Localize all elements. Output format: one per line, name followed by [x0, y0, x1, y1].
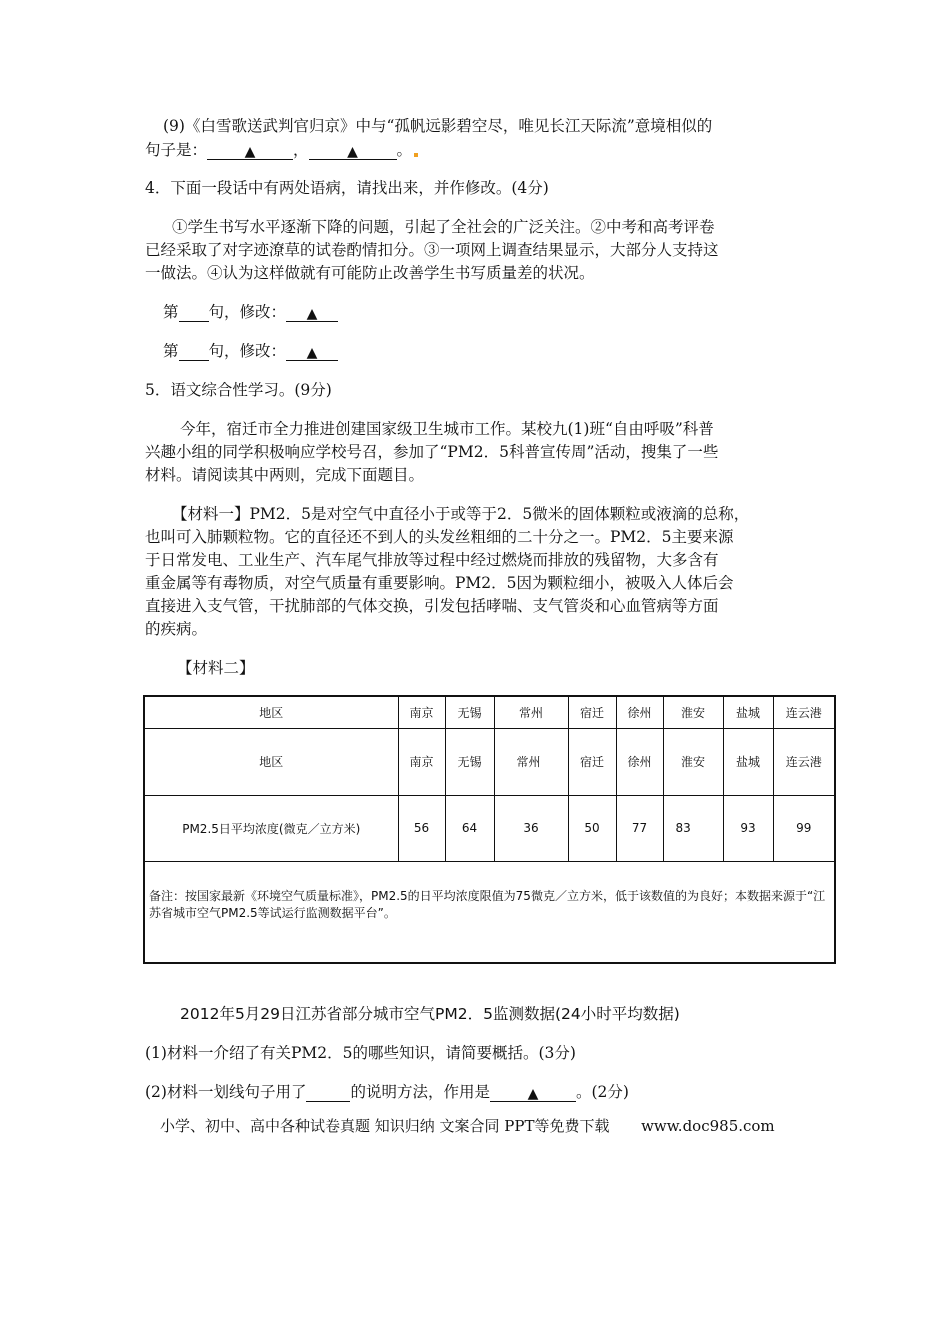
- q5-intro-line: 兴趣小组的同学积极响应学校号召，参加了“PM2．5科普宣传周”活动，搜集了一些: [145, 443, 719, 461]
- orange-dot-icon: [414, 153, 418, 157]
- q4-para-line: 已经采取了对字迹潦草的试卷酌情扣分。③一项网上调查结果显示，大部分人支持这: [145, 241, 719, 259]
- answer-mid: 句，修改：: [208, 303, 287, 321]
- table-cell: 地区: [144, 696, 398, 728]
- q9-prefix: 句子是：: [145, 141, 208, 159]
- table-cell: PM2.5日平均浓度(微克／立方米): [144, 795, 398, 861]
- table-cell: 93: [723, 795, 773, 861]
- q4-answer-1: [163, 302, 338, 322]
- answer-mid: 句，修改：: [208, 342, 287, 360]
- answer-marker-icon: ▲: [347, 144, 358, 160]
- table-cell: 盐城: [723, 696, 773, 728]
- table-header-row: [144, 696, 835, 728]
- table-caption: 2012年5月29日江苏省部分城市空气PM2．5监测数据(24小时平均数据): [180, 1005, 680, 1023]
- table-cell: 宿迁: [568, 696, 616, 728]
- q9-blank-2[interactable]: [309, 141, 397, 160]
- q9-blank-1[interactable]: [207, 141, 293, 160]
- pm25-table: [143, 695, 836, 964]
- q5-sub2: [145, 1082, 629, 1102]
- material2-label: 【材料二】: [177, 659, 255, 677]
- answer-marker-icon: ▲: [306, 306, 318, 322]
- table-cell: 无锡: [445, 696, 494, 728]
- answer-marker-icon: ▲: [306, 345, 318, 361]
- q9-line1: (9)《白雪歌送武判官归京》中与“孤帆远影碧空尽，唯见长江天际流”意境相似的: [163, 117, 713, 135]
- table-cell: 宿迁: [568, 728, 616, 795]
- table-cell: 99: [773, 795, 835, 861]
- sentence-number-blank[interactable]: [179, 342, 209, 361]
- material1-line: 的疾病。: [145, 620, 208, 638]
- q4-answer-2: [163, 341, 338, 361]
- footer-url[interactable]: www.doc985.com: [641, 1117, 775, 1135]
- footer: [160, 1116, 775, 1136]
- material1-line: 【材料一】PM2．5是对空气中直径小于或等于2．5微米的固体颗粒或液滴的总称，: [172, 505, 750, 523]
- table-cell: 连云港: [773, 728, 835, 795]
- table-cell: 盐城: [723, 728, 773, 795]
- table-cell: 64: [445, 795, 494, 861]
- answer-marker-icon: ▲: [527, 1086, 539, 1102]
- answer-marker-icon: ▲: [244, 144, 256, 160]
- method-blank[interactable]: [306, 1083, 350, 1102]
- table-cell: 无锡: [445, 728, 494, 795]
- q5-title: 5．语文综合性学习。(9分): [145, 381, 332, 399]
- table-cell: 南京: [398, 728, 445, 795]
- table-cell: 83: [663, 795, 723, 861]
- revision-blank[interactable]: [286, 303, 338, 322]
- q9-end: 。: [396, 141, 413, 159]
- answer-prefix: 第: [163, 342, 179, 360]
- q4-para-line: 一做法。④认为这样做就有可能防止改善学生书写质量差的状况。: [145, 264, 595, 282]
- q5-intro-line: 今年，宿迁市全力推进创建国家级卫生城市工作。某校九(1)班“自由呼吸”科普: [180, 420, 714, 438]
- q5-intro-line: 材料。请阅读其中两则，完成下面题目。: [145, 466, 425, 484]
- q4-title: 4．下面一段话中有两处语病，请找出来，并作修改。(4分): [145, 179, 549, 197]
- material1-line: 重金属等有毒物质，对空气质量有重要影响。PM2．5因为颗粒细小，被吸入人体后会: [145, 574, 734, 592]
- sub2-end: 。(2分): [575, 1083, 629, 1101]
- sub2-mid: 的说明方法，作用是: [350, 1083, 490, 1101]
- table-cell: 徐州: [616, 696, 663, 728]
- table-cell: 徐州: [616, 728, 663, 795]
- table-cell: 地区: [144, 728, 398, 795]
- material1-line: 也叫可入肺颗粒物。它的直径还不到人的头发丝粗细的二十分之一。PM2．5主要来源: [145, 528, 734, 546]
- q5-sub1: (1)材料一介绍了有关PM2．5的哪些知识，请简要概括。(3分): [145, 1044, 576, 1062]
- table-cell: 77: [616, 795, 663, 861]
- revision-blank[interactable]: [286, 342, 338, 361]
- table-row: [144, 795, 835, 861]
- material1-line: 直接进入支气管，干扰肺部的气体交换，引发包括哮喘、支气管炎和心血管病等方面: [145, 597, 719, 615]
- material1-line: 于日常发电、工业生产、汽车尾气排放等过程中经过燃烧而排放的残留物，大多含有: [145, 551, 719, 569]
- answer-prefix: 第: [163, 303, 179, 321]
- table-row: [144, 728, 835, 795]
- table-cell: 常州: [494, 728, 568, 795]
- table-cell: 淮安: [663, 696, 723, 728]
- table-cell: 淮安: [663, 728, 723, 795]
- table-cell: 50: [568, 795, 616, 861]
- sub2-prefix: (2)材料一划线句子用了: [145, 1083, 307, 1101]
- table-cell: 36: [494, 795, 568, 861]
- function-blank[interactable]: [490, 1083, 576, 1102]
- footer-text: 小学、初中、高中各种试卷真题 知识归纳 文案合同 PPT等免费下载: [160, 1117, 610, 1135]
- table-cell: 常州: [494, 696, 568, 728]
- q9-line2: [145, 140, 418, 160]
- table-note: 备注：按国家最新《环境空气质量标准》，PM2.5的日平均浓度限值为75微克／立方米，低于该数值的为良好；本数据来源于“江苏省城市空气PM2.5等试运行监测数据平台”。: [144, 861, 835, 963]
- q9-sep: ，: [293, 141, 309, 159]
- q4-para-line: ①学生书写水平逐渐下降的问题，引起了全社会的广泛关注。②中考和高考评卷: [172, 218, 715, 236]
- table-note-row: [144, 861, 835, 963]
- table-cell: 56: [398, 795, 445, 861]
- table-cell: 连云港: [773, 696, 835, 728]
- sentence-number-blank[interactable]: [179, 303, 209, 322]
- table-cell: 南京: [398, 696, 445, 728]
